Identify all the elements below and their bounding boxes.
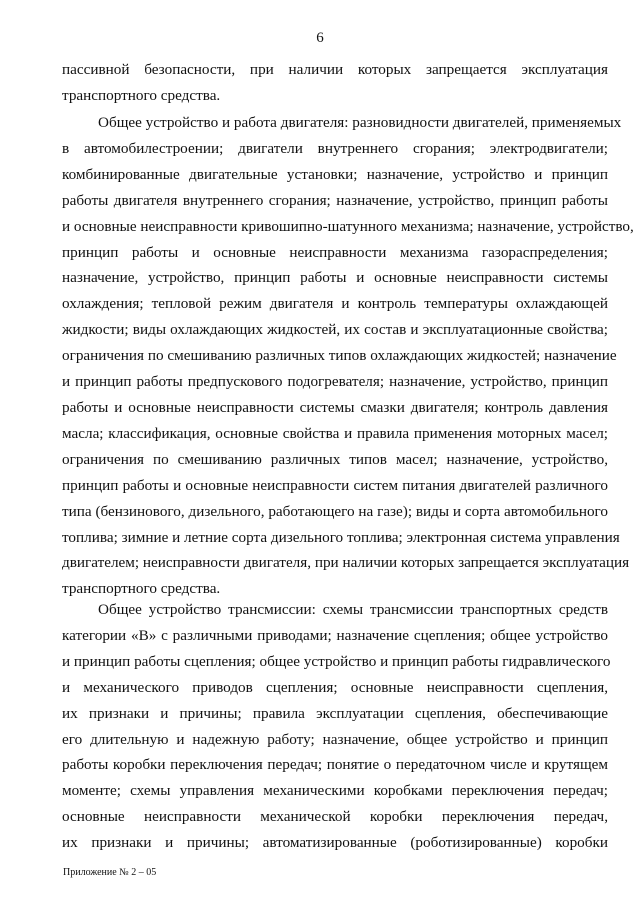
text-line: работы коробки переключения передач; понятие о передаточном числе и крутящем (62, 756, 608, 774)
text-line: Общее устройство трансмиссии: схемы трансмиссии транспортных средств (98, 601, 608, 618)
text-line: моменте; схемы управления механическими коробками переключения передач; (62, 782, 608, 800)
text-line: комбинированные двигательные установки; назначение, устройство и принцип (62, 165, 608, 183)
text-line: и основные неисправности кривошипно-шатунного механизма; назначение, устройство, (62, 217, 634, 235)
text-line: пассивной безопасности, при наличии которых запрещается эксплуатация (62, 61, 608, 78)
text-line: и принцип работы предпускового подогревателя; назначение, устройство, принцип (62, 373, 608, 391)
text-line: в автомобилестроении; двигатели внутреннего сгорания; электродвигатели; (62, 139, 608, 157)
text-line: и механического приводов сцепления; основные неисправности сцепления, (62, 678, 608, 696)
text-line: ограничения по смешиванию различных типов охлаждающих жидкостей; назначение (62, 347, 617, 365)
text-line: основные неисправности механической коробки переключения передач, (62, 808, 608, 826)
text-line: и принцип работы сцепления; общее устройство и принцип работы гидравлического (62, 652, 611, 670)
text-line: транспортного средства. (62, 86, 221, 104)
text-line: масла; классификация, основные свойства и правила применения моторных масел; (62, 424, 608, 442)
text-line: назначение, устройство, принцип работы и основные неисправности системы (62, 269, 608, 287)
text-line: Общее устройство и работа двигателя: разновидности двигателей, применяемых (98, 114, 622, 131)
continuation-paragraph (62, 57, 608, 109)
text-line: топлива; зимние и летние сорта дизельного топлива; электронная система управления (62, 528, 620, 546)
footer-label: Приложение № 2 – 05 (63, 867, 157, 878)
transmission-paragraph (62, 597, 611, 856)
text-line: их признаки и причины; правила эксплуатации сцепления, обеспечивающие (62, 704, 608, 722)
text-line: категории «В» с различными приводами; назначение сцепления; общее устройство (62, 626, 608, 644)
text-line: его длительную и надежную работу; назначение, общее устройство и принцип (62, 730, 608, 748)
text-line: принцип работы и основные неисправности систем питания двигателей различного (62, 476, 608, 494)
text-line: жидкости; виды охлаждающих жидкостей, их состав и эксплуатационные свойства; (62, 321, 608, 339)
text-line: принцип работы и основные неисправности механизма газораспределения; (62, 243, 608, 261)
text-line: работы двигателя внутреннего сгорания; назначение, устройство, принцип работы (62, 191, 608, 209)
text-line: типа (бензинового, дизельного, работающего на газе); виды и сорта автомобильного (62, 502, 608, 520)
text-line: двигателем; неисправности двигателя, при наличии которых запрещается эксплуатация (62, 554, 630, 572)
text-line: их признаки и причины; автоматизированные (роботизированные) коробки (62, 834, 608, 852)
text-line: транспортного средства. (62, 580, 221, 598)
text-line: ограничения по смешиванию различных типов масел; назначение, устройство, (62, 450, 608, 468)
text-line: охлаждения; тепловой режим двигателя и контроль температуры охлаждающей (62, 295, 608, 313)
text-line: работы и основные неисправности системы смазки двигателя; контроль давления (62, 398, 608, 416)
page-number: 6 (316, 30, 324, 46)
engine-paragraph (62, 110, 634, 602)
